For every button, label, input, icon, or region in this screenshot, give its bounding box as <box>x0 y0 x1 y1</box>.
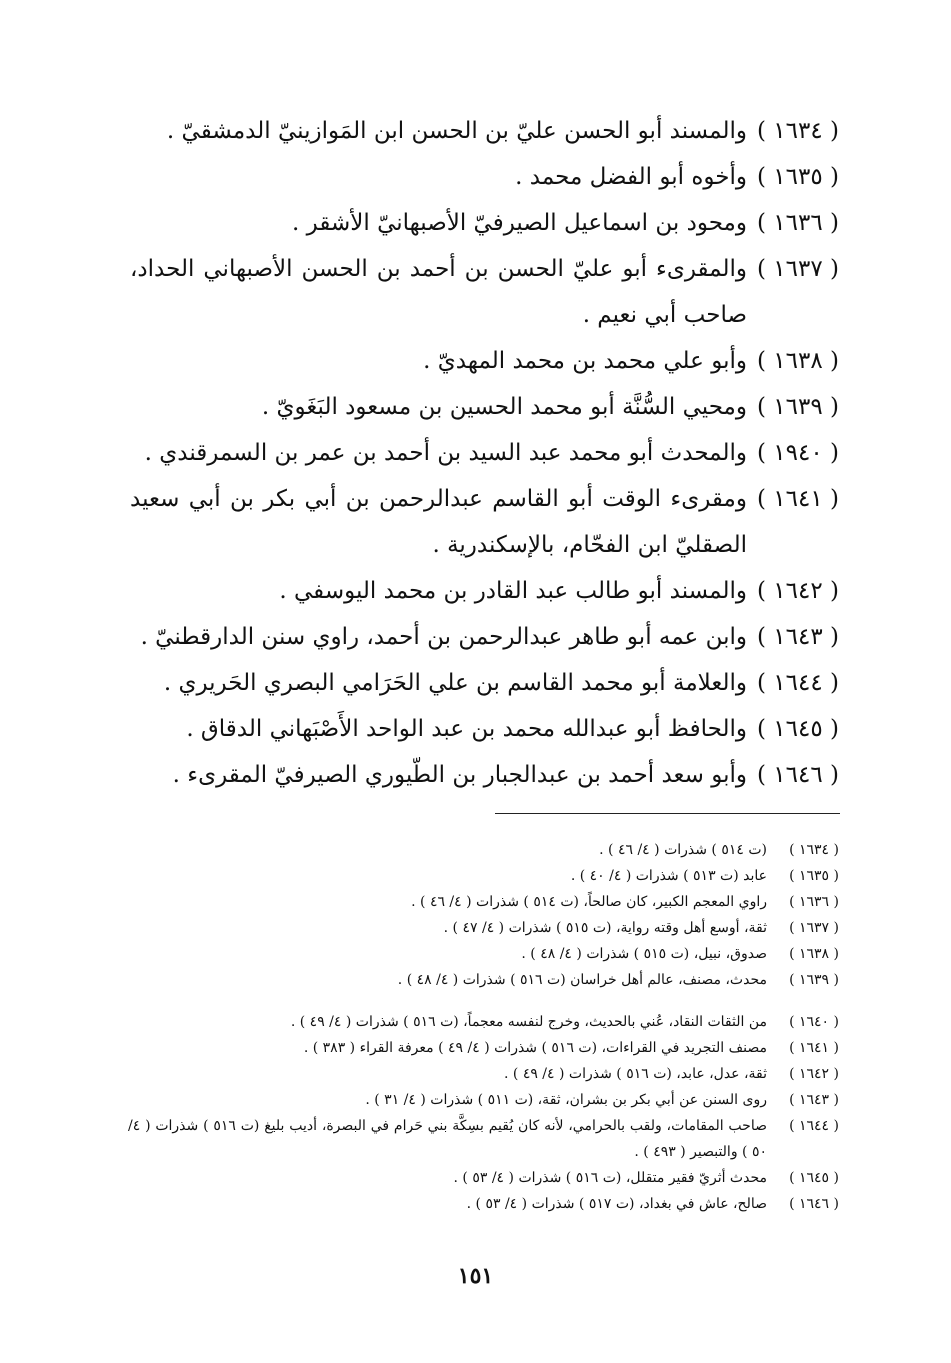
entry-number: ( ١٦٤٢ ) <box>756 578 839 604</box>
entry-number: ( ١٦٣٤ ) <box>756 118 839 144</box>
entry-1634 <box>130 108 839 154</box>
entry-number: ( ١٦٣٥ ) <box>756 164 839 190</box>
footnote-number: ( ١٦٤٠ ) <box>789 1014 839 1030</box>
entry-1641 <box>130 476 839 568</box>
entry-1638 <box>130 338 839 384</box>
footnote-number: ( ١٦٣٩ ) <box>789 972 839 988</box>
footnote-text: ثقة، أوسع أهل وقته رواية، (ت ٥١٥ ) شذرات ( ٤/ ٤٧ ) . <box>443 920 767 936</box>
footnote-gap <box>128 993 839 1009</box>
entry-1642 <box>130 568 839 614</box>
footnote-1642 <box>128 1061 839 1087</box>
footnote-number: ( ١٦٣٧ ) <box>789 920 839 936</box>
footnote-text: من الثقات النقاد، عُني بالحديث، وخرج لنفسه معجماً، (ت ٥١٦ ) شذرات ( ٤/ ٤٩ ) . <box>290 1014 767 1030</box>
footnote-number: ( ١٦٤٥ ) <box>789 1170 839 1186</box>
entry-number: ( ١٦٤٣ ) <box>756 624 839 650</box>
entry-number: ( ١٦٤٤ ) <box>756 670 839 696</box>
footnote-1634 <box>128 837 839 863</box>
entry-text: والعلامة أبو محمد القاسم بن علي الحَرَامي البصري الحَريري . <box>163 670 747 696</box>
footnote-text: (ت ٥١٤ ) شذرات ( ٤/ ٤٦ ) . <box>599 842 767 858</box>
entry-text: ومحيي السُّنَّة أبو محمد الحسين بن مسعود البَغَويّ . <box>261 394 747 420</box>
footnote-1636 <box>128 889 839 915</box>
entry-text: ومحود بن اسماعيل الصيرفيّ الأصبهانيّ الأشقر . <box>292 210 747 236</box>
footnote-number: ( ١٦٤١ ) <box>789 1040 839 1056</box>
entry-1940 <box>130 430 839 476</box>
footnote-number: ( ١٦٣٥ ) <box>789 868 839 884</box>
footnote-number: ( ١٦٤٦ ) <box>789 1196 839 1212</box>
entry-number: ( ١٦٣٩ ) <box>756 394 839 420</box>
entry-number: ( ١٦٤٥ ) <box>756 716 839 742</box>
footnote-1641 <box>128 1035 839 1061</box>
footnote-text: صدوق، نبيل، (ت ٥١٥ ) شذرات ( ٤/ ٤٨ ) . <box>521 946 767 962</box>
footnote-text: ثقة، عدل، عابد، (ت ٥١٦ ) شذرات ( ٤/ ٤٩ ) . <box>504 1066 767 1082</box>
entry-number: ( ١٦٣٧ ) <box>756 256 839 282</box>
footnote-number: ( ١٦٣٤ ) <box>789 842 839 858</box>
entry-text: والمقرىء أبو عليّ الحسن بن أحمد بن الحسن الأصبهاني الحداد، صاحب أبي نعيم . <box>130 256 747 328</box>
footnotes <box>128 837 839 1217</box>
entry-text: وأخوه أبو الفضل محمد . <box>515 164 747 190</box>
entry-1639 <box>130 384 839 430</box>
entry-1636 <box>130 200 839 246</box>
entry-1645 <box>130 706 839 752</box>
footnote-text: راوي المعجم الكبير، كان صالحاً، (ت ٥١٤ ) شذرات ( ٤/ ٤٦ ) . <box>411 894 767 910</box>
entry-1644 <box>130 660 839 706</box>
footnote-separator <box>495 813 840 814</box>
footnote-text: مصنف التجريد في القراءات، (ت ٥١٦ ) شذرات ( ٤/ ٤٩ ) معرفة القراء ( ٣٨٣ ) . <box>303 1040 767 1056</box>
entry-text: والحافظ أبو عبدالله محمد بن عبد الواحد الأَصْبَهاني الدقاق . <box>186 716 747 742</box>
footnote-number: ( ١٦٤٣ ) <box>789 1092 839 1108</box>
footnote-text: محدث، مصنف، عالم أهل خراسان (ت ٥١٦ ) شذرات ( ٤/ ٤٨ ) . <box>397 972 767 988</box>
footnote-1638 <box>128 941 839 967</box>
footnote-1640 <box>128 1009 839 1035</box>
entry-text: وأبو سعد أحمد بن عبدالجبار بن الطّيوري الصيرفيّ المقرىء . <box>172 762 747 788</box>
footnote-number: ( ١٦٤٤ ) <box>789 1118 839 1134</box>
entry-text: والمحدث أبو محمد عبد السيد بن أحمد بن عمر بن السمرقندي . <box>144 440 747 466</box>
entry-text: وابن عمه أبو طاهر عبدالرحمن بن أحمد، راوي سنن الدارقطنيّ . <box>140 624 747 650</box>
entry-number: ( ١٦٣٦ ) <box>756 210 839 236</box>
footnote-number: ( ١٦٣٦ ) <box>789 894 839 910</box>
entry-number: ( ١٦٤٦ ) <box>756 762 839 788</box>
footnote-1643 <box>128 1087 839 1113</box>
entry-text: والمسند أبو طالب عبد القادر بن محمد اليوسفي . <box>279 578 747 604</box>
footnote-number: ( ١٦٣٨ ) <box>789 946 839 962</box>
entry-1646 <box>130 752 839 798</box>
entry-text: والمسند أبو الحسن عليّ بن الحسن ابن المَوازينيّ الدمشقيّ . <box>166 118 747 144</box>
footnote-text: روى السنن عن أبي بكر بن بشران، ثقة، (ت ٥١١ ) شذرات ( ٤/ ٣١ ) . <box>365 1092 767 1108</box>
footnote-text: محدث أثريّ فقير متقلل، (ت ٥١٦ ) شذرات ( ٤/ ٥٣ ) . <box>453 1170 767 1186</box>
footnote-1645 <box>128 1165 839 1191</box>
entry-number: ( ١٩٤٠ ) <box>756 440 839 466</box>
page-number: ١٥١ <box>457 1263 494 1289</box>
footnote-1639 <box>128 967 839 993</box>
entry-text: ومقرىء الوقت أبو القاسم عبدالرحمن بن أبي بكر بن أبي سعيد الصقليّ ابن الفحّام، بالإسكندرية . <box>130 486 747 558</box>
entry-number: ( ١٦٤١ ) <box>756 486 839 512</box>
footnote-number: ( ١٦٤٢ ) <box>789 1066 839 1082</box>
footnote-1635 <box>128 863 839 889</box>
main-text <box>130 108 839 798</box>
footnote-text: صالح، عاش في بغداد، (ت ٥١٧ ) شذرات ( ٤/ ٥٣ ) . <box>466 1196 767 1212</box>
footnote-1646 <box>128 1191 839 1217</box>
entry-number: ( ١٦٣٨ ) <box>756 348 839 374</box>
entry-text: وأبو علي محمد بن محمد المهديّ . <box>423 348 747 374</box>
entry-1637 <box>130 246 839 338</box>
footnote-text: عابد (ت ٥١٣ ) شذرات ( ٤/ ٤٠ ) . <box>570 868 767 884</box>
footnote-text: صاحب المقامات، ولقب بالحرامي، لأنه كان يُقيم بسِكَّة بني حَرام في البصرة، أديب بليغ (ت ٥١٦ ) شذرات ( ٤/ ٥٠ ) والتبصير ( ٤٩٣ ) . <box>128 1118 767 1160</box>
footnote-1644 <box>128 1113 839 1165</box>
entry-1635 <box>130 154 839 200</box>
entry-1643 <box>130 614 839 660</box>
footnote-1637 <box>128 915 839 941</box>
